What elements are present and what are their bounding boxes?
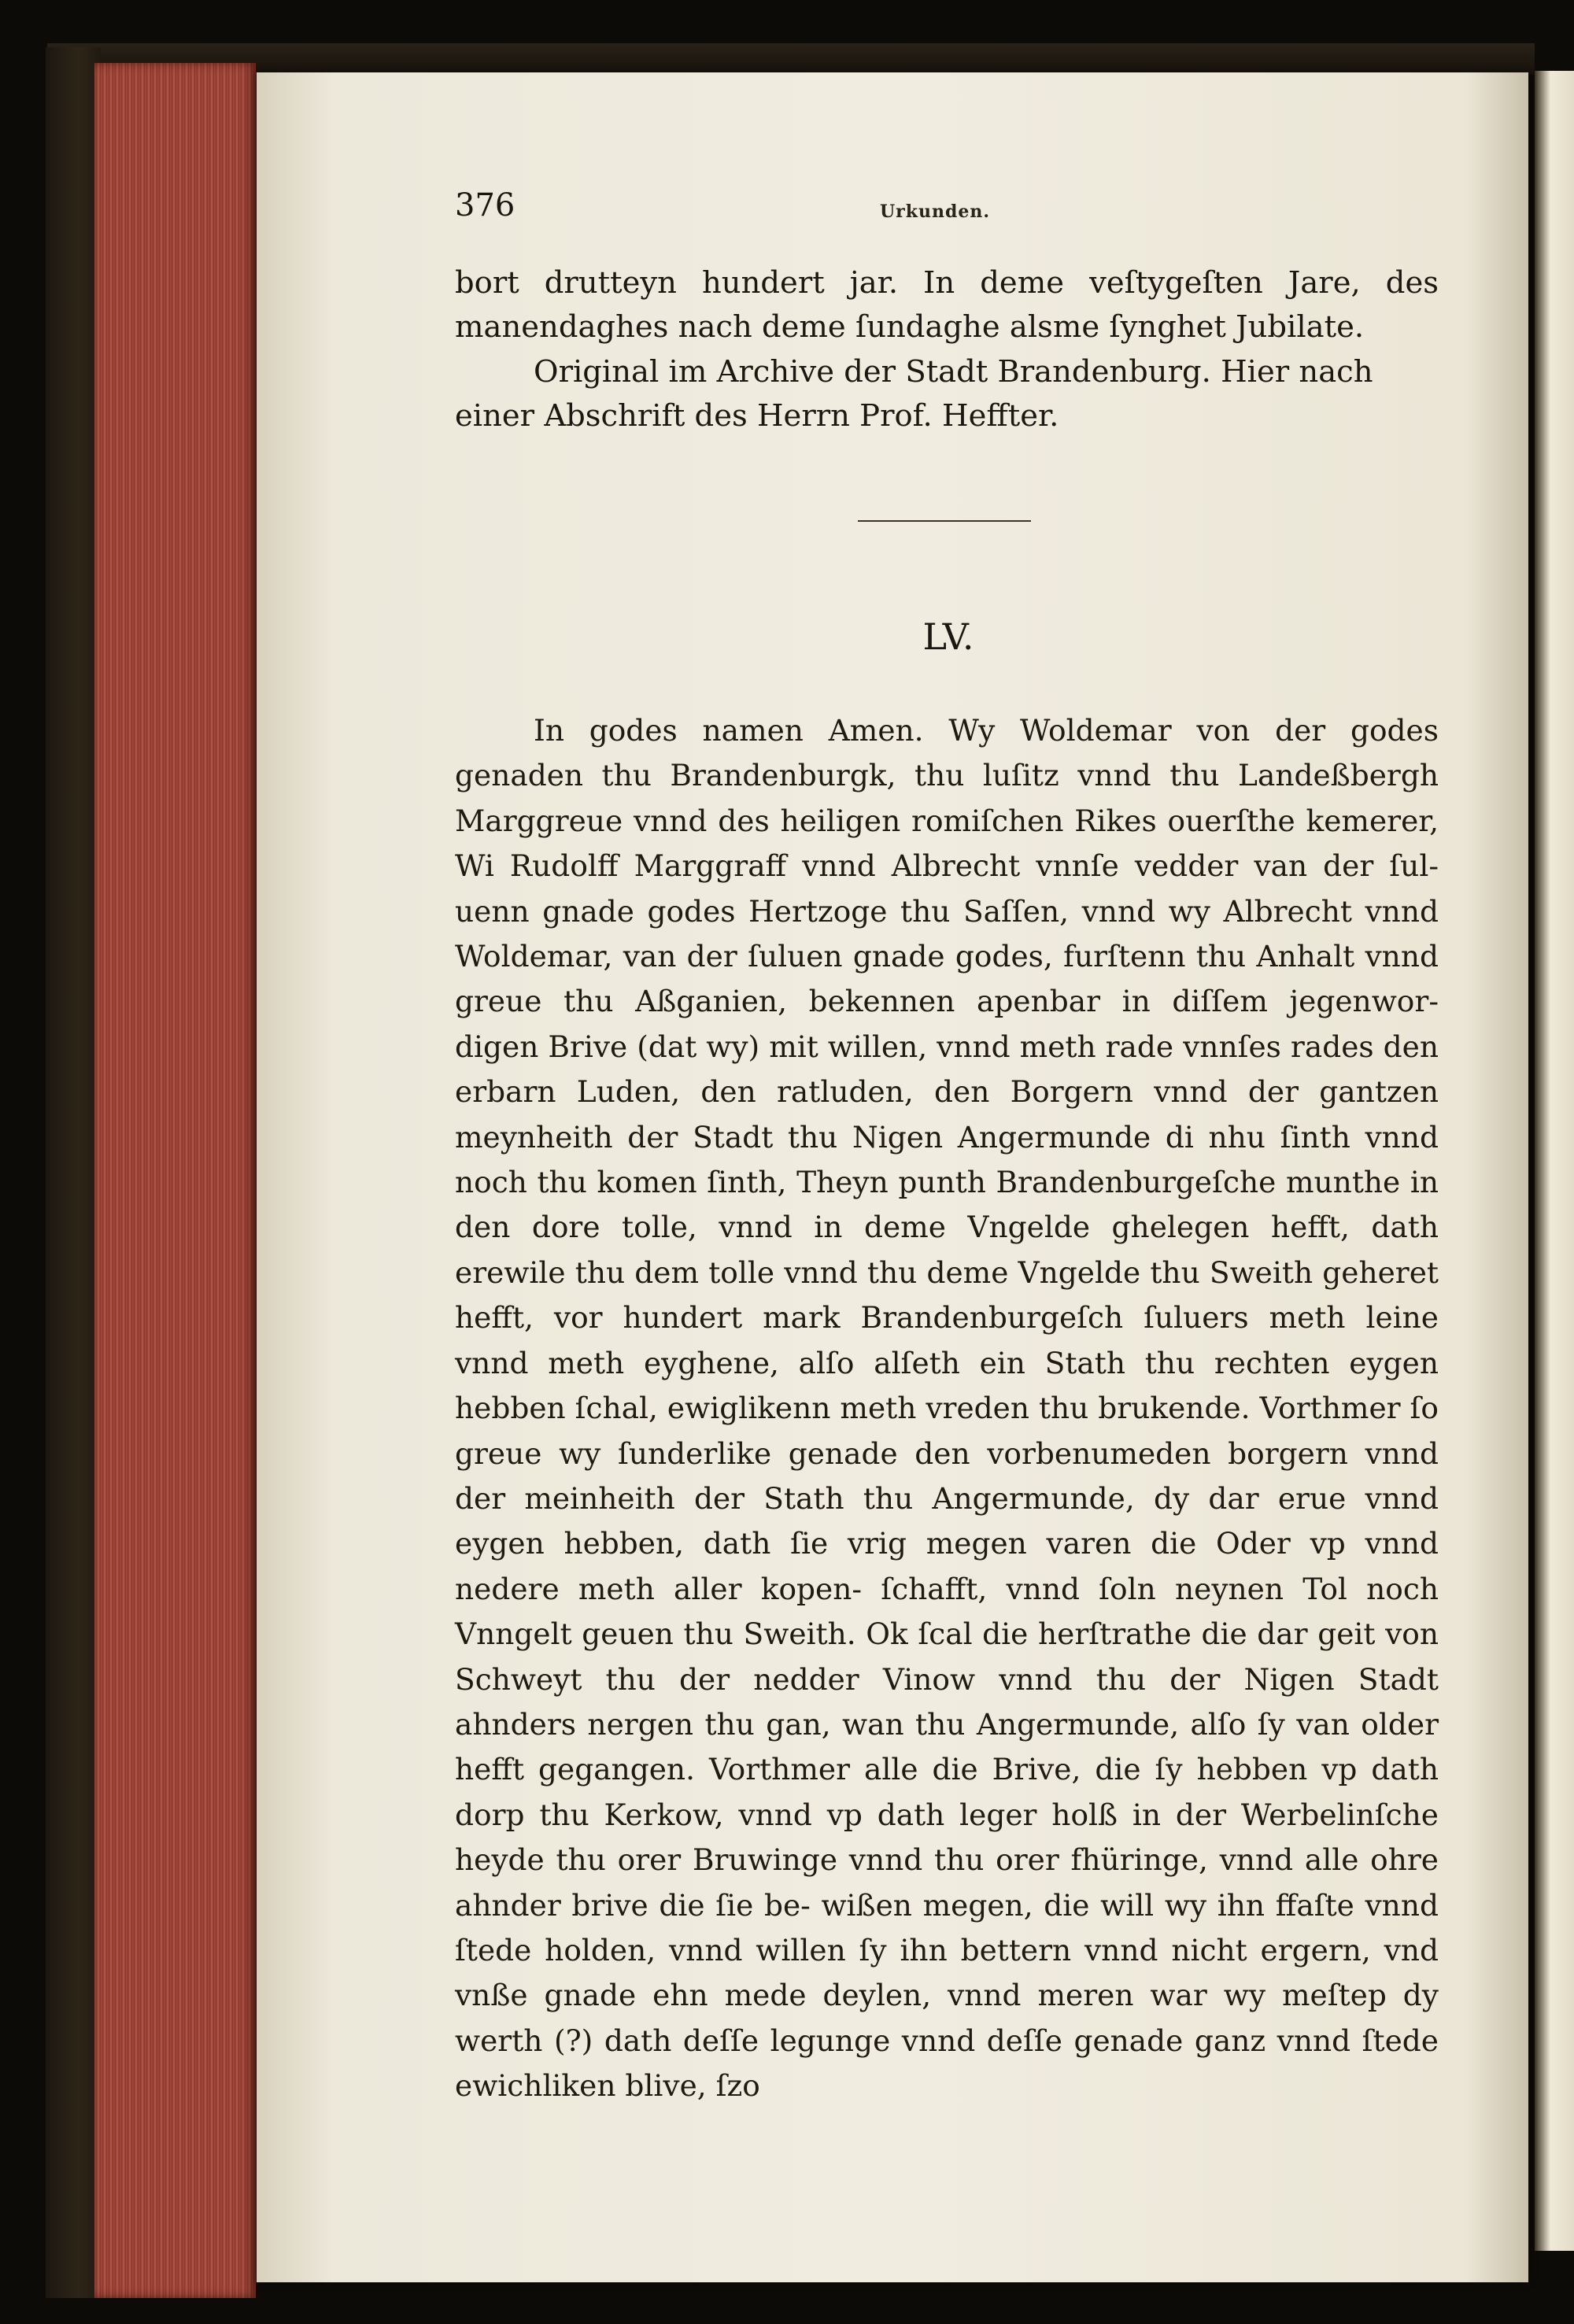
running-title: Urkunden. (880, 201, 991, 222)
charter-text: In godes namen Amen. Wy Woldemar von der godes genaden thu Brandenburgk, thu luſitz vnnd thu Landeßbergh Marggreue vnnd des heiligen romiſchen Rikes ouerſthe kemerer, Wi Rudolff Marggraff vnnd Albrecht vnnſe vedder van der ſul- uenn gnade godes Hertzoge thu Saſſen, vnnd wy Albrecht vnnd Woldemar, van der ſuluen gnade godes, furſtenn thu Anhalt vnnd greue thu Aßganien, bekennen apenbar in diſſem jegenwor- digen Brive (dat wy) mit willen, vnnd meth rade vnnſes rades den erbarn Luden, den ratluden, den Borgern vnnd der gantzen meynheith der Stadt thu Nigen Angermunde di nhu ſinth vnnd noch thu komen ſinth, Theyn punth Brandenburgeſche munthe in den dore tolle, vnnd in deme Vngelde ghelegen hefft, dath erewile thu dem tolle vnnd thu deme Vngelde thu Sweith geheret hefft, vor hundert mark Brandenburgeſch ſuluers meth leine vnnd meth eyghene, alſo alſeth ein Stath thu rechten eygen hebben ſchal, ewiglikenn meth vreden thu brukende. Vorthmer ſo greue wy ſunderlike genade den vorbenumeden borgern vnnd der meinheith der Stath thu Angermunde, dy dar erue vnnd eygen hebben, dath ſie vrig megen varen die Oder vp vnnd nedere meth aller kopen- ſchafft, vnnd ſoln neynen Tol noch Vnngelt geuen thu Sweith. Ok ſcal die herſtrathe die dar geit von Schweyt thu der nedder Vinow vnnd thu der Nigen Stadt ahnders nergen thu gan, wan thu Angermunde, alſo ſy van older hefft gegangen. Vorthmer alle die Brive, die ſy hebben vp dath dorp thu Kerkow, vnnd vp dath leger holß in der Werbelinſche heyde thu orer Bruwinge vnnd thu orer fhüringe, vnnd alle ohre ahnder brive die ſie be- wißen megen, die will wy ihn ffaſte vnnd ſtede holden, vnnd willen ſy ihn bettern vnnd nicht ergern, vnd vnße gnade ehn mede deylen, vnnd meren war wy meſtep dy werth (?) dath deſſe legunge vnnd deſſe genade ganz vnnd ſtede ewichliken blive, ſzo (455, 713, 1439, 2104)
page-number: 376 (455, 187, 515, 224)
facing-page-edge (1535, 71, 1574, 2251)
book-cover-top (47, 43, 1535, 75)
section-divider-rule (858, 520, 1031, 522)
book-cover-spine (46, 47, 101, 2298)
section-heading: LV. (922, 615, 974, 658)
running-head (455, 187, 1439, 235)
page-edges-red (94, 63, 256, 2298)
previous-document-closing: bort drutteyn hundert jar. In deme veſtygeſten Jare, des manendaghes nach deme ſundaghe alsme ſynghet Jubilate. (455, 265, 1439, 345)
source-note: Original im Archive der Stadt Brandenburg. Hier nach einer Abschrift des Herrn Prof. Heffter. (455, 354, 1373, 434)
